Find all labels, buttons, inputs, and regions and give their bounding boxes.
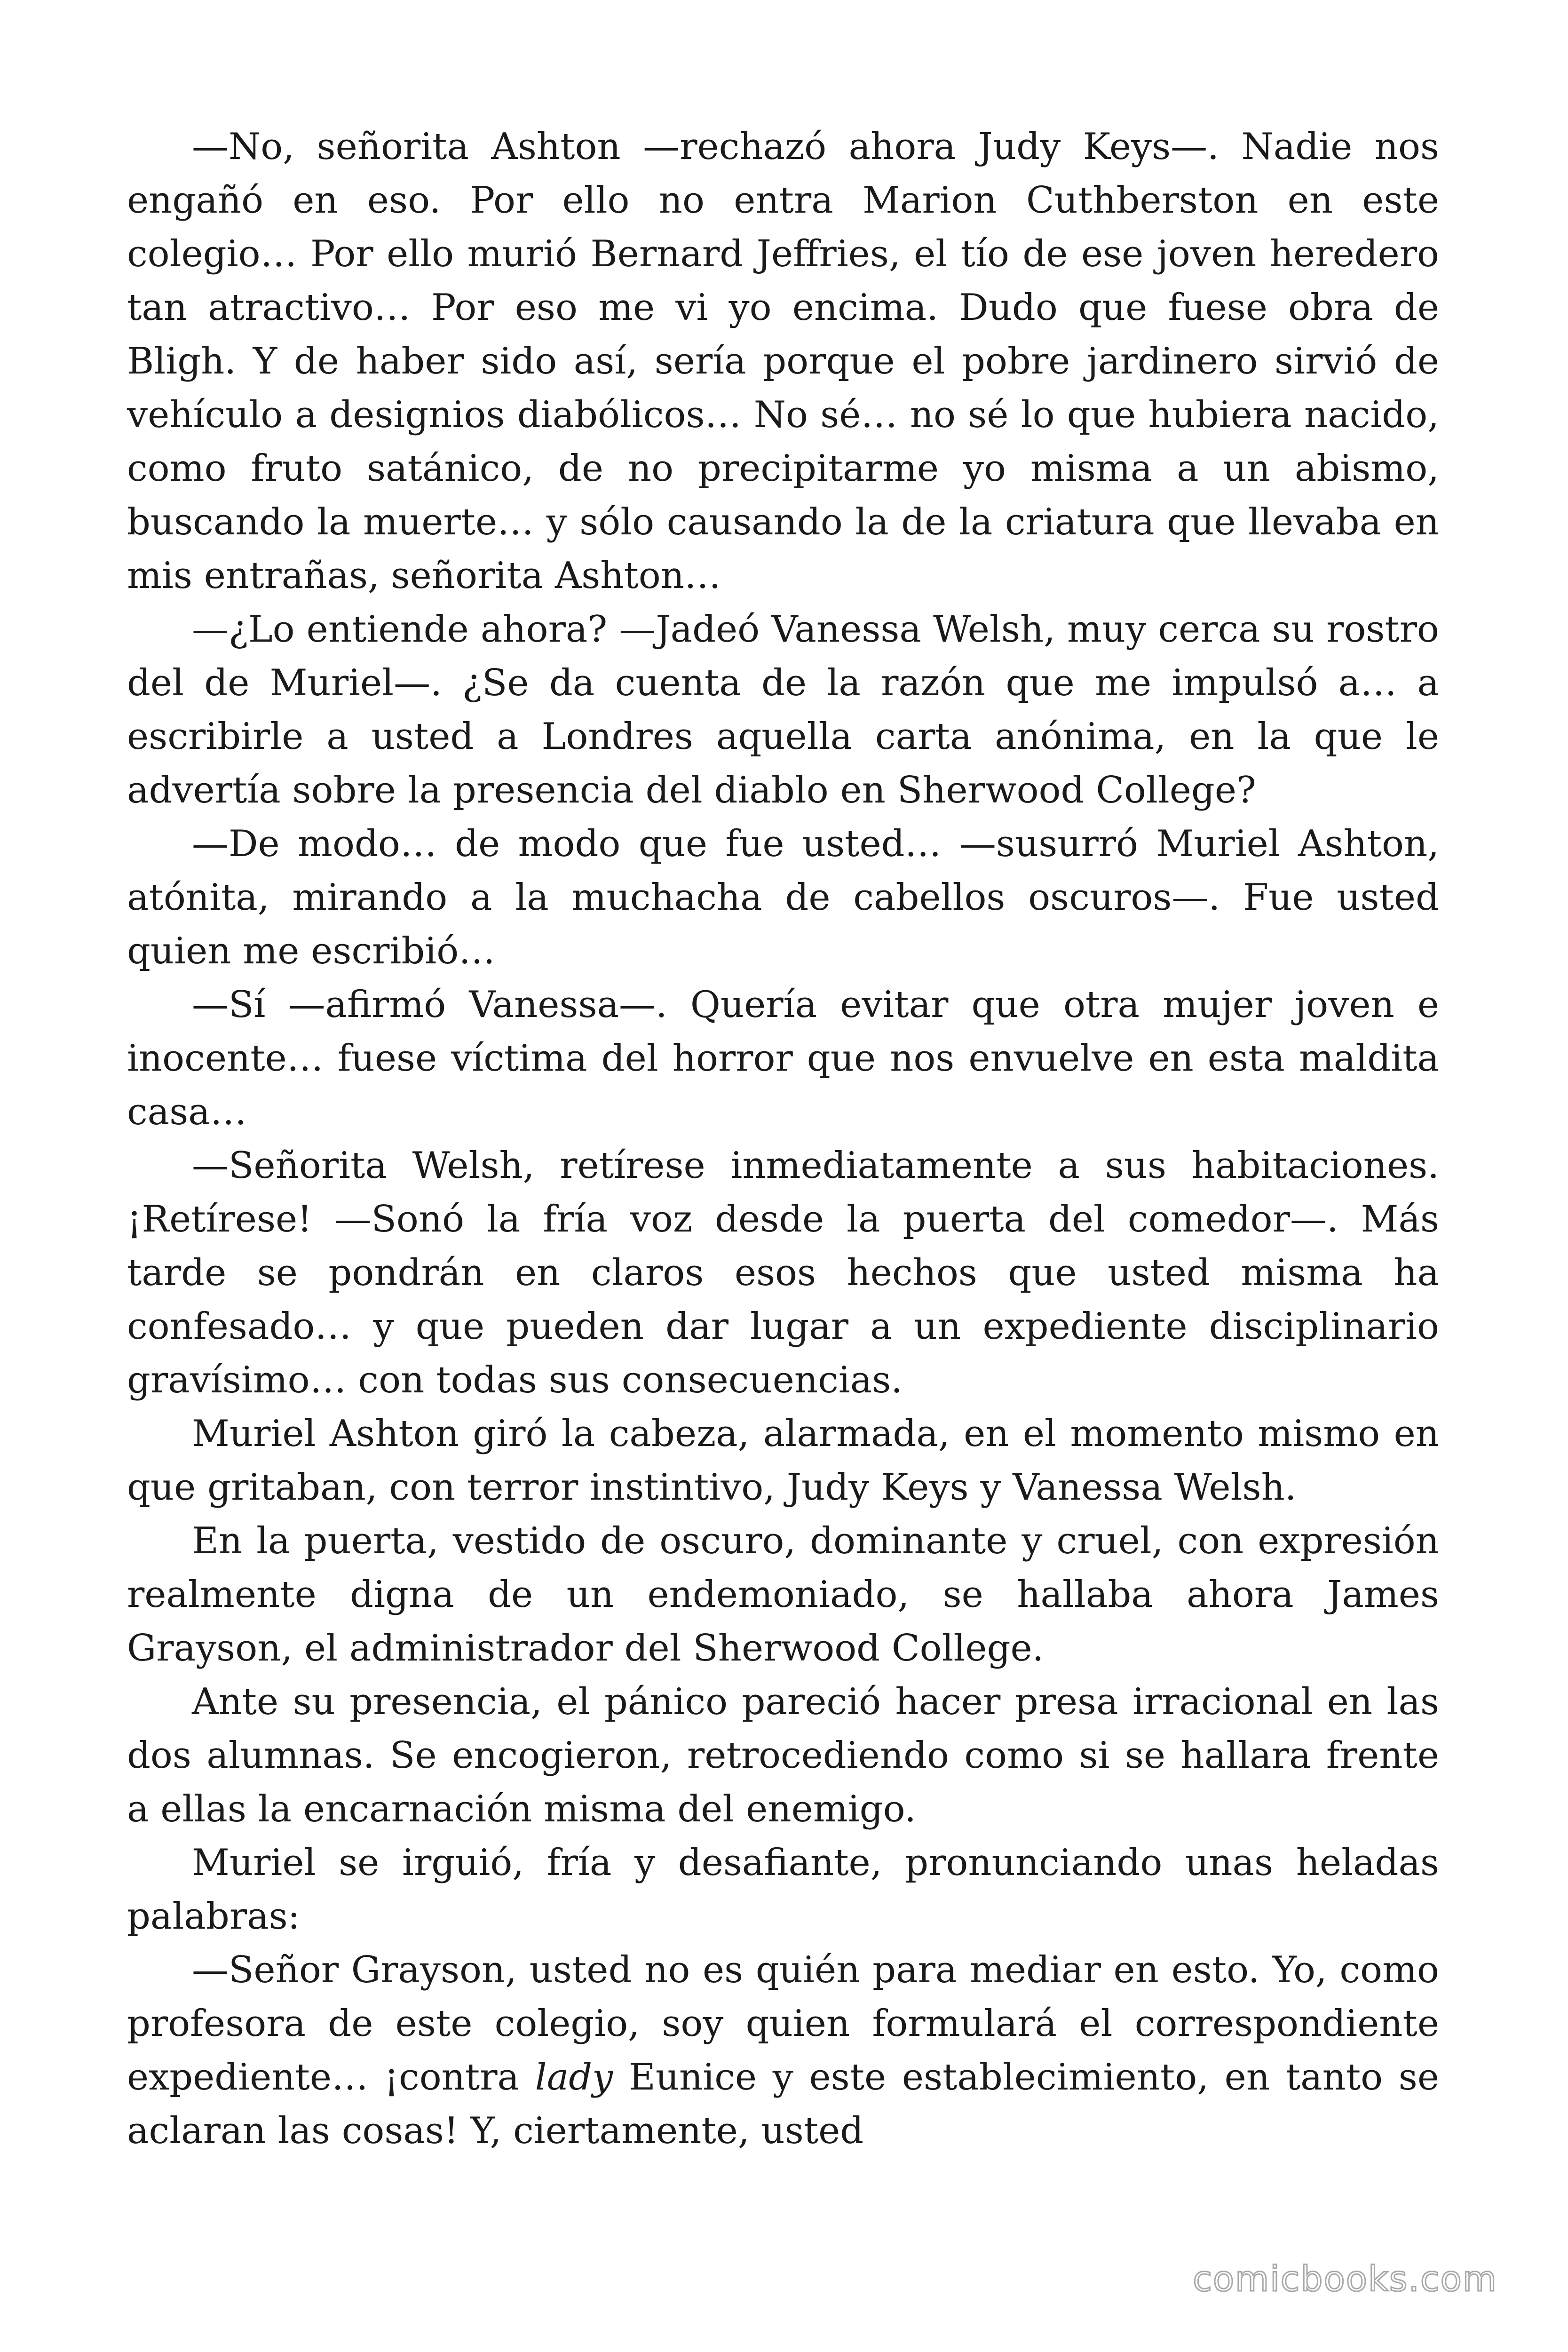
- paragraph: —¿Lo entiende ahora? —Jadeó Vanessa Welsh, muy cerca su rostro del de Muriel—. ¿Se da cuenta de la razón que me impulsó a… a escribirle a usted a Londres aquella carta anónima, en la que le advertía sobre la presencia del diablo en Sherwood College?: [127, 608, 1439, 811]
- paragraph: Muriel se irguió, fría y desafiante, pronunciando unas heladas palabras:: [127, 1842, 1439, 1938]
- paragraph: Muriel Ashton giró la cabeza, alarmada, en el momento mismo en que gritaban, con terror instintivo, Judy Keys y Vanessa Welsh.: [127, 1413, 1439, 1509]
- paragraph: —De modo… de modo que fue usted… —susurró Muriel Ashton, atónita, mirando a la muchacha de cabellos oscuros—. Fue usted quien me escribió…: [127, 823, 1439, 972]
- body-text: [127, 120, 1439, 2158]
- text-run: —Señor Grayson, usted no es quién para mediar en esto. Yo, como profesora de este colegio, soy quien formulará el correspondiente expediente… ¡contra: [127, 1949, 1439, 2098]
- paragraph: Ante su presencia, el pánico pareció hacer presa irracional en las dos alumnas. Se encogieron, retrocediendo como si se hallara frente a ellas la encarnación misma del enemigo.: [127, 1681, 1439, 1830]
- watermark-text: comicbooks.com: [1193, 2259, 1497, 2299]
- paragraph: —Sí —afirmó Vanessa—. Quería evitar que otra mujer joven e inocente… fuese víctima del horror que nos envuelve en esta maldita casa…: [127, 984, 1439, 1133]
- paragraph-last: [127, 1943, 1439, 2158]
- paragraph: —Señorita Welsh, retírese inmediatamente a sus habitaciones. ¡Retírese! —Sonó la fría voz desde la puerta del comedor—. Más tarde se pondrán en claros esos hechos que usted misma ha confesado… y que pueden dar lugar a un expediente disciplinario gravísimo… con todas sus consecuencias.: [127, 1144, 1439, 1401]
- paragraph: —No, señorita Ashton —rechazó ahora Judy Keys—. Nadie nos engañó en eso. Por ello no entra Marion Cuthberston en este colegio… Por ello murió Bernard Jeffries, el tío de ese joven heredero tan atractivo… Por eso me vi yo encima. Dudo que fuese obra de Bligh. Y de haber sido así, sería porque el pobre jardinero sirvió de vehículo a designios diabólicos… No sé… no sé lo que hubiera nacido, como fruto satánico, de no precipitarme yo misma a un abismo, buscando la muerte… y sólo causando la de la criatura que llevaba en mis entrañas, señorita Ashton…: [127, 126, 1439, 597]
- paragraph: En la puerta, vestido de oscuro, dominante y cruel, con expresión realmente digna de un endemoniado, se hallaba ahora James Grayson, el administrador del Sherwood College.: [127, 1520, 1439, 1669]
- text-run: Eunice y este establecimiento, en tanto se aclaran las cosas! Y, ciertamente, usted: [127, 2056, 1439, 2152]
- italic-word: lady: [535, 2056, 613, 2098]
